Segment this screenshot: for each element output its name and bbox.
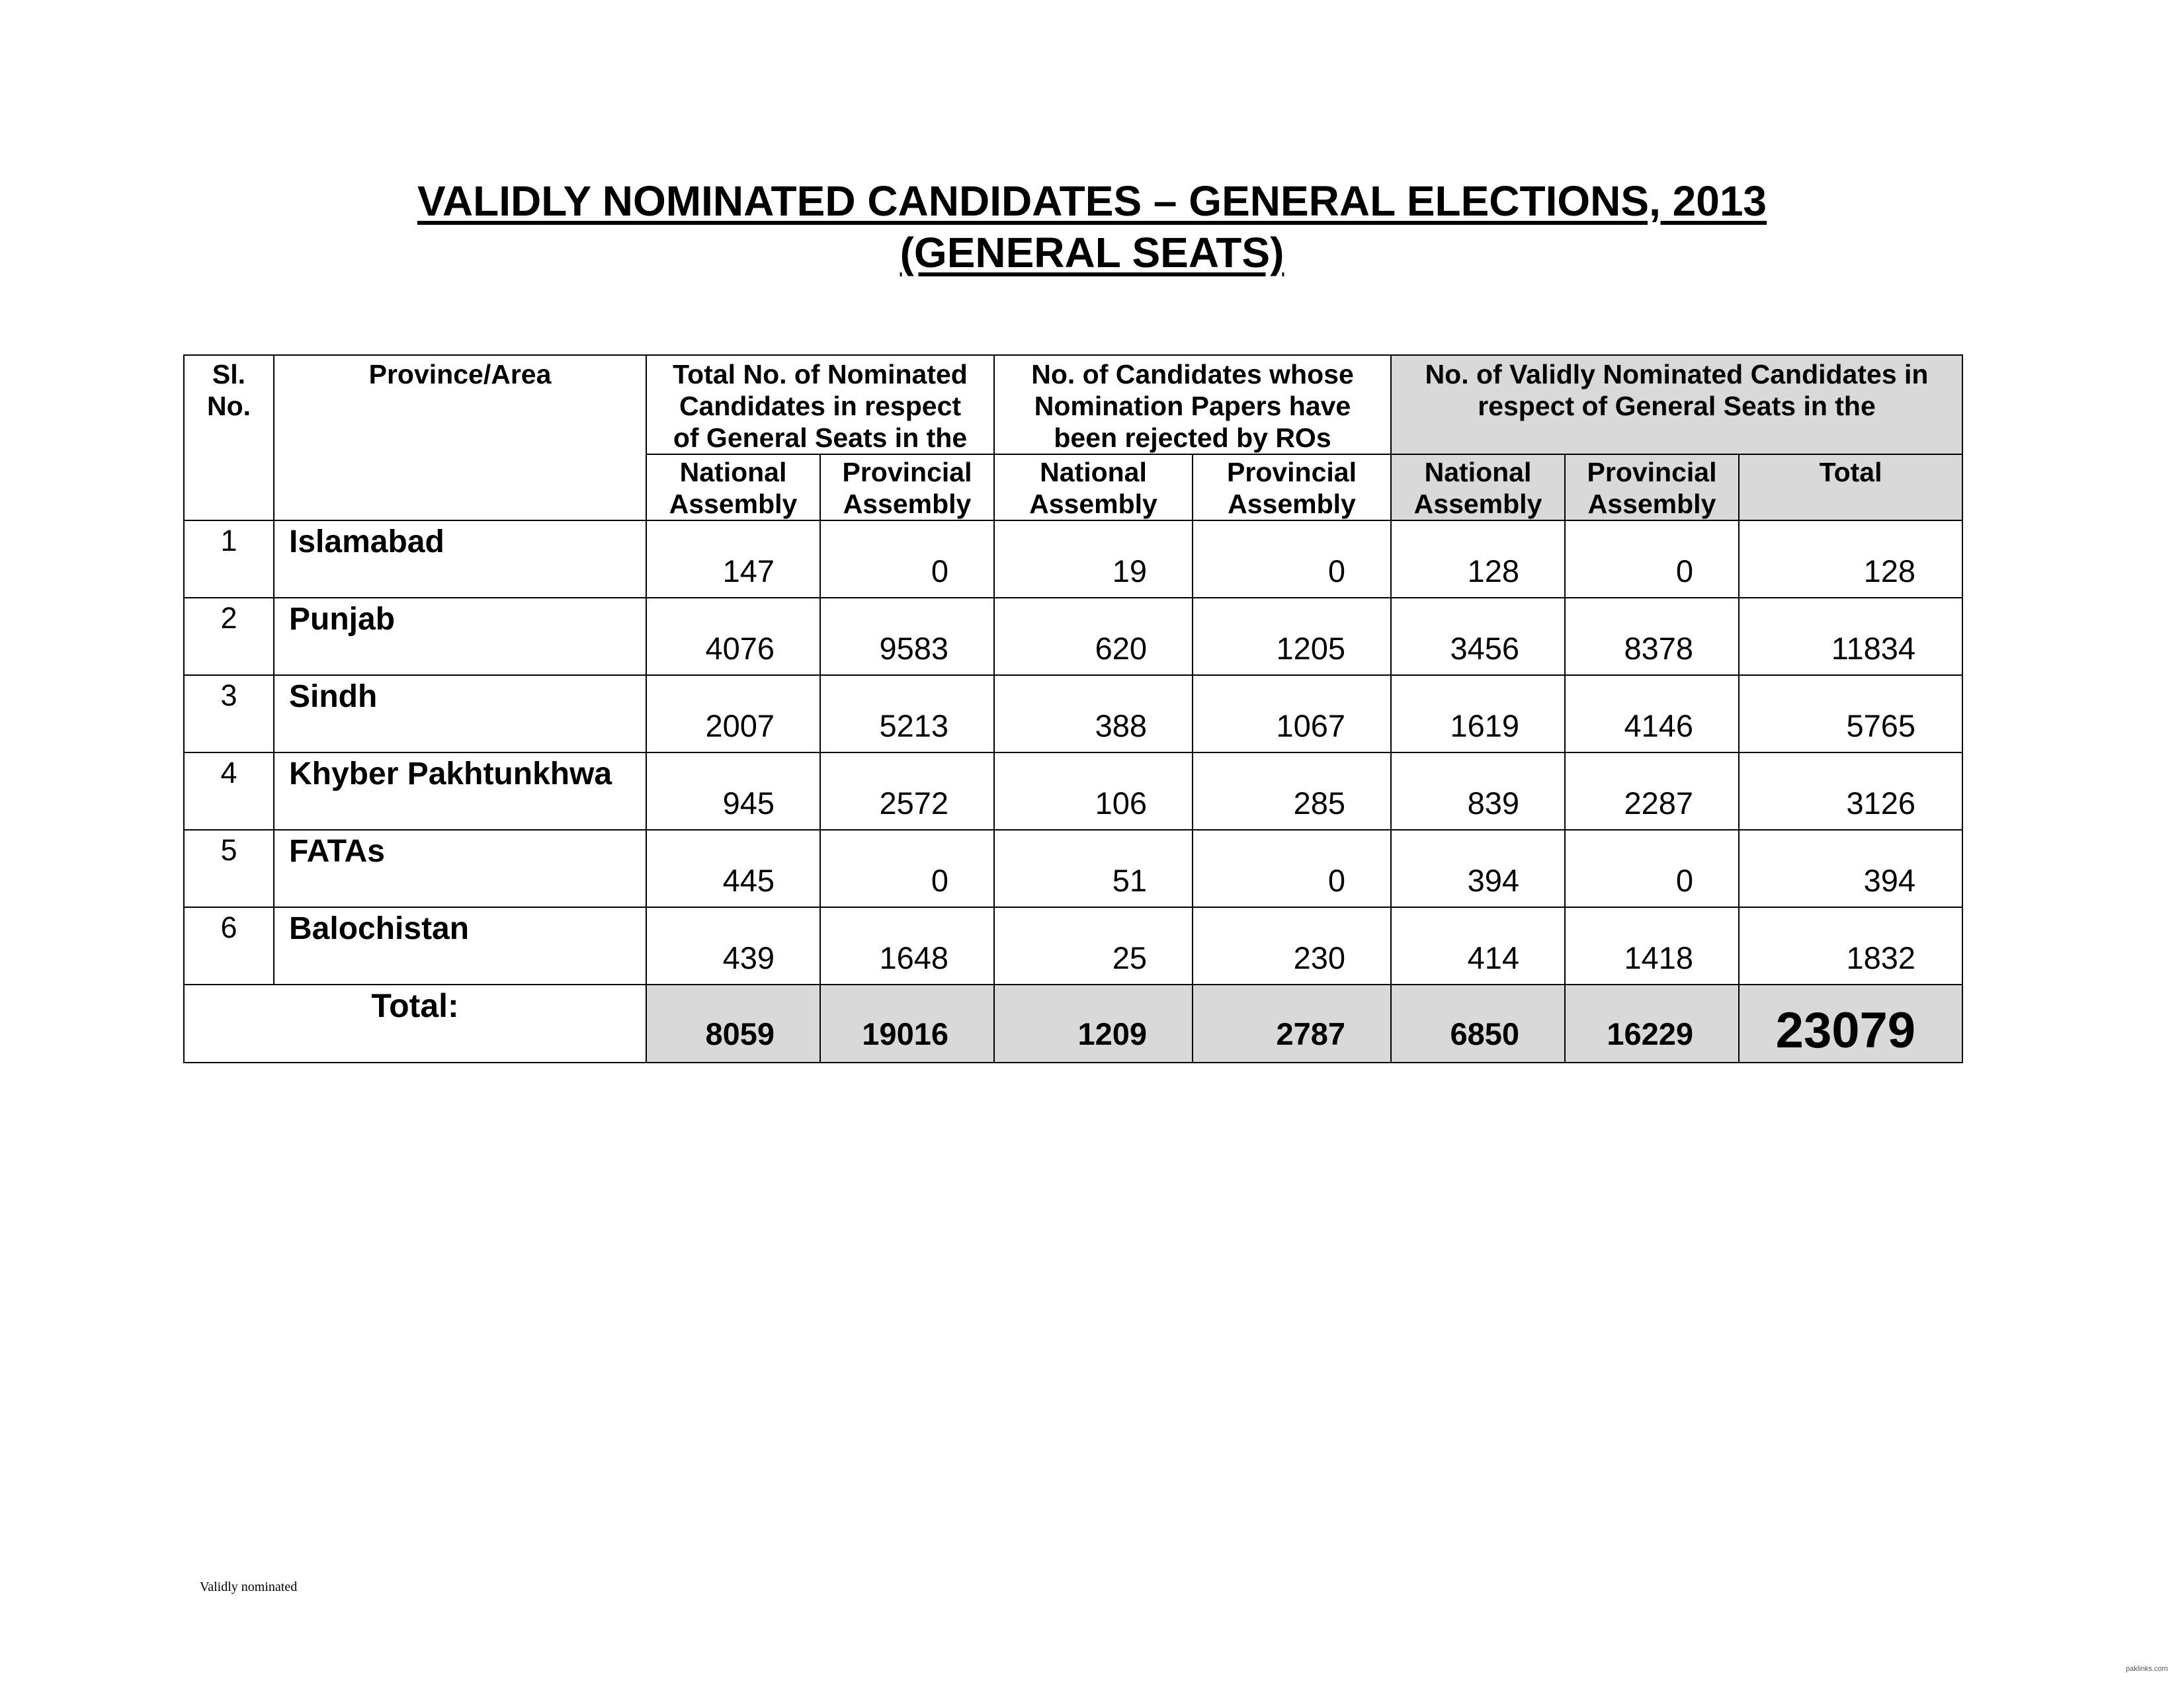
cell-rej-pa: 1205 — [1193, 598, 1391, 675]
cell-val-pa: 4146 — [1565, 675, 1739, 752]
row-area: Punjab — [274, 598, 646, 675]
watermark: paklinks.com — [2126, 1665, 2168, 1673]
cell-rej-na: 106 — [994, 752, 1193, 830]
cell-val-pa: 8378 — [1565, 598, 1739, 675]
total-nom-na: 8059 — [646, 985, 820, 1063]
table-row — [184, 752, 1962, 830]
cell-rej-na: 620 — [994, 598, 1193, 675]
row-sl: 5 — [184, 830, 274, 907]
grand-total: 23079 — [1739, 985, 1962, 1063]
header-sl-no: Sl. No. — [184, 355, 274, 520]
header-validly-nominated: No. of Validly Nominated Candidates in respect of General Seats in the — [1391, 355, 1962, 454]
row-sl: 6 — [184, 907, 274, 985]
cell-val-total: 3126 — [1739, 752, 1962, 830]
row-sl: 1 — [184, 520, 274, 598]
subheader-nom-provincial: Provincial Assembly — [820, 454, 994, 520]
cell-nom-na: 147 — [646, 520, 820, 598]
cell-rej-na: 388 — [994, 675, 1193, 752]
cell-nom-na: 4076 — [646, 598, 820, 675]
cell-rej-na: 25 — [994, 907, 1193, 985]
row-area: Sindh — [274, 675, 646, 752]
cell-val-na: 394 — [1391, 830, 1565, 907]
cell-nom-pa: 0 — [820, 830, 994, 907]
table-row — [184, 598, 1962, 675]
cell-nom-na: 2007 — [646, 675, 820, 752]
subheader-rej-national: National Assembly — [994, 454, 1193, 520]
header-rejected: No. of Candidates whose Nomination Papers have been rejected by ROs — [994, 355, 1391, 454]
cell-val-pa: 0 — [1565, 520, 1739, 598]
cell-rej-pa: 230 — [1193, 907, 1391, 985]
row-sl: 2 — [184, 598, 274, 675]
cell-rej-pa: 285 — [1193, 752, 1391, 830]
row-sl: 4 — [184, 752, 274, 830]
cell-nom-pa: 0 — [820, 520, 994, 598]
total-nom-pa: 19016 — [820, 985, 994, 1063]
subheader-val-national: National Assembly — [1391, 454, 1565, 520]
table-row — [184, 520, 1962, 598]
document-title: VALIDLY NOMINATED CANDIDATES – GENERAL ELECTIONS, 2013 — [417, 177, 1767, 225]
totals-row — [184, 985, 1962, 1063]
cell-rej-na: 51 — [994, 830, 1193, 907]
nominations-table — [183, 354, 1963, 1063]
total-val-na: 6850 — [1391, 985, 1565, 1063]
cell-val-total: 394 — [1739, 830, 1962, 907]
cell-val-na: 1619 — [1391, 675, 1565, 752]
subheader-val-total: Total — [1739, 454, 1962, 520]
row-area: Khyber Pakhtunkhwa — [274, 752, 646, 830]
totals-label: Total: — [184, 985, 646, 1063]
subheader-val-provincial: Provincial Assembly — [1565, 454, 1739, 520]
cell-val-pa: 2287 — [1565, 752, 1739, 830]
cell-nom-pa: 5213 — [820, 675, 994, 752]
cell-val-na: 414 — [1391, 907, 1565, 985]
cell-nom-na: 439 — [646, 907, 820, 985]
cell-rej-pa: 0 — [1193, 520, 1391, 598]
cell-nom-na: 445 — [646, 830, 820, 907]
footer-note: Validly nominated — [200, 1580, 298, 1594]
table-row — [184, 907, 1962, 985]
cell-val-na: 128 — [1391, 520, 1565, 598]
cell-val-total: 1832 — [1739, 907, 1962, 985]
row-area: Balochistan — [274, 907, 646, 985]
cell-val-na: 3456 — [1391, 598, 1565, 675]
document-subtitle: (GENERAL SEATS) — [900, 229, 1284, 276]
header-province-area: Province/Area — [274, 355, 646, 520]
cell-val-pa: 0 — [1565, 830, 1739, 907]
cell-nom-pa: 9583 — [820, 598, 994, 675]
cell-nom-pa: 2572 — [820, 752, 994, 830]
subheader-rej-provincial: Provincial Assembly — [1193, 454, 1391, 520]
cell-val-total: 11834 — [1739, 598, 1962, 675]
cell-rej-pa: 1067 — [1193, 675, 1391, 752]
cell-val-total: 5765 — [1739, 675, 1962, 752]
subheader-nom-national: National Assembly — [646, 454, 820, 520]
row-area: Islamabad — [274, 520, 646, 598]
row-area: FATAs — [274, 830, 646, 907]
table-row — [184, 830, 1962, 907]
total-rej-na: 1209 — [994, 985, 1193, 1063]
cell-val-na: 839 — [1391, 752, 1565, 830]
table-row — [184, 675, 1962, 752]
header-total-nominated: Total No. of Nominated Candidates in respect of General Seats in the — [646, 355, 994, 454]
total-rej-pa: 2787 — [1193, 985, 1391, 1063]
cell-val-pa: 1418 — [1565, 907, 1739, 985]
cell-rej-pa: 0 — [1193, 830, 1391, 907]
cell-nom-pa: 1648 — [820, 907, 994, 985]
cell-rej-na: 19 — [994, 520, 1193, 598]
cell-val-total: 128 — [1739, 520, 1962, 598]
cell-nom-na: 945 — [646, 752, 820, 830]
total-val-pa: 16229 — [1565, 985, 1739, 1063]
row-sl: 3 — [184, 675, 274, 752]
